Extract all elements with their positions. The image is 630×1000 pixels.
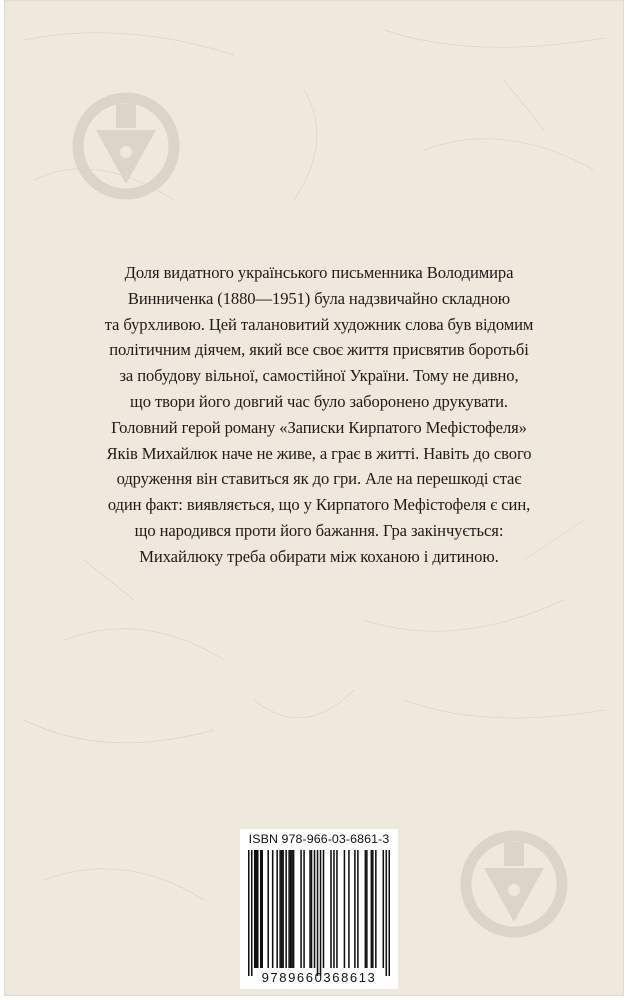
description-line: що народився проти його бажання. Гра закінчується:	[134, 520, 504, 540]
barcode-bar	[336, 850, 338, 968]
barcode-bar	[371, 850, 373, 968]
barcode-bar	[357, 850, 359, 968]
description-line: Доля видатного українського письменника Володимира	[124, 263, 514, 282]
barcode-bar	[279, 850, 281, 968]
barcode-bar	[261, 850, 263, 968]
barcode-bar	[303, 850, 305, 968]
barcode-bar	[267, 850, 269, 968]
book-description	[56, 260, 582, 570]
barcode-bar	[372, 850, 374, 968]
barcode-bar	[309, 850, 311, 968]
description-line: за побудову вільної, самостійної України. Тому не дивно,	[119, 366, 519, 386]
barcode-bar	[255, 850, 257, 968]
barcode-bar	[311, 850, 313, 968]
barcode-bar	[365, 850, 367, 968]
barcode-bar	[366, 850, 368, 968]
barcode-bar	[260, 850, 262, 968]
barcode-bar	[354, 850, 356, 968]
description-line: Михайлюку треба обирати між коханою і дитиною.	[139, 546, 499, 566]
description-line: один факт: виявляється, що у Кирпатого Мефістофеля є син,	[107, 495, 531, 515]
book-back-cover	[4, 0, 624, 996]
barcode-bar	[248, 850, 250, 976]
barcode-bar	[251, 850, 253, 976]
barcode-bar	[272, 850, 274, 968]
description-line: політичним діячем, який все своє життя присвятив боротьбі	[109, 340, 529, 360]
barcode-bar	[281, 850, 283, 968]
barcode-bar	[300, 850, 302, 968]
ean-digits: 9789660368613	[261, 970, 377, 985]
barcode-bar	[282, 850, 284, 968]
pen-nib-icon	[456, 826, 572, 942]
barcode-bar	[285, 850, 287, 968]
barcode-bar	[333, 850, 335, 968]
pen-nib-icon	[68, 88, 184, 204]
isbn-label: ISBN 978-966-03-6861-3	[248, 832, 390, 846]
barcode-bar	[383, 850, 385, 968]
barcode-bar	[348, 850, 350, 968]
barcode-bar	[389, 850, 390, 976]
barcode-bar	[314, 850, 316, 968]
description-line: Яків Михайлюк наче не живе, а грає в житті. Навіть до свого	[106, 443, 532, 463]
barcode-bar	[320, 850, 322, 976]
description-line: та бурхливою. Цей талановитий художник слова був відомим	[104, 314, 534, 334]
barcode-bar	[290, 850, 292, 968]
barcode-bar	[386, 850, 388, 976]
barcode-bar	[344, 850, 346, 968]
barcode-bar	[323, 850, 325, 968]
barcode-bar	[291, 850, 293, 968]
barcode-bar	[254, 850, 256, 968]
barcode-bar	[330, 850, 332, 968]
description-line: Винниченка (1880—1951) була надзвичайно складною	[127, 288, 511, 308]
isbn-barcode	[240, 829, 398, 989]
description-line: Головний герой роману «Записки Кирпатого Мефістофеля»	[111, 417, 527, 437]
barcode-bar	[257, 850, 259, 968]
barcode-bar	[293, 850, 295, 968]
barcode-bar	[375, 850, 377, 968]
description-line: що твори його довгий час було заборонено друкувати.	[130, 391, 508, 411]
barcode-bar	[288, 850, 290, 968]
barcode-bars	[248, 850, 390, 976]
barcode-bar	[276, 850, 278, 968]
barcode-bar	[317, 850, 319, 976]
description-line: одруження він ставиться як до гри. Але на перешкоді стає	[116, 469, 522, 489]
